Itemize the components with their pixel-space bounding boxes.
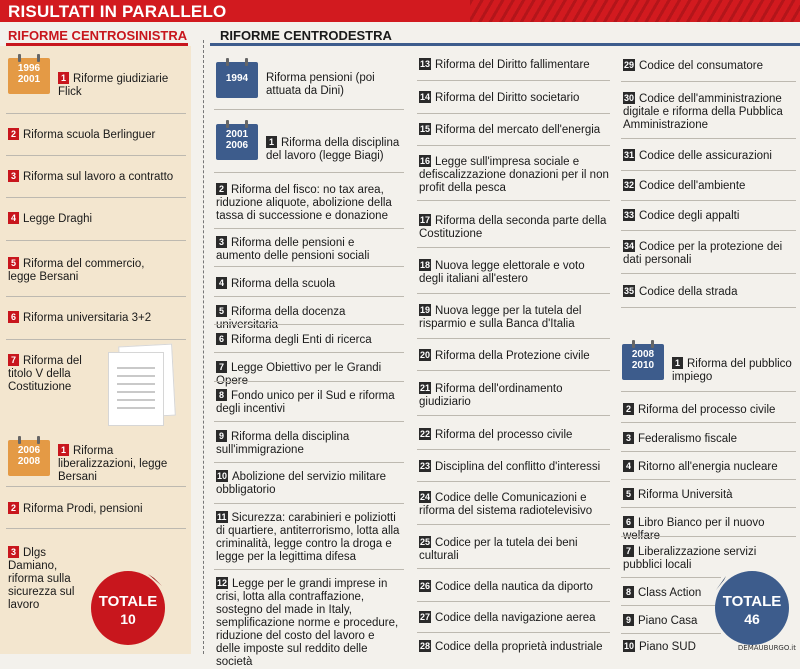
right-item: 18 Nuova legge elettorale e voto degli italiani all'estero — [419, 260, 585, 285]
separator — [417, 200, 610, 201]
separator — [6, 197, 186, 198]
right-item: 14 Riforma del Diritto societario — [420, 92, 580, 104]
right-item: 11 Sicurezza: carabinieri e poliziotti di quartiere, antiterrorismo, lotta alla criminalità, legge contro la droga e legge per la legittima difesa — [216, 512, 400, 563]
separator — [621, 170, 796, 171]
separator — [417, 247, 610, 248]
right-item: 30 Codice dell'amministrazione digitale e riforma della Pubblica Amministrazione — [623, 93, 783, 131]
right-item: 19 Nuova legge per la tutela del risparmio e sulla Banca d'Italia — [419, 305, 582, 330]
right-item: 5 Riforma della docenza universitaria — [216, 306, 346, 331]
separator — [6, 113, 186, 114]
right-item: 10 Piano SUD — [624, 641, 696, 653]
right-item: 23 Disciplina del conflitto d'interessi — [420, 461, 601, 473]
right-item: 31 Codice delle assicurazioni — [624, 150, 772, 162]
separator — [621, 230, 796, 231]
right-item: 9 Piano Casa — [623, 614, 723, 628]
right-item: 16 Legge sull'impresa sociale e defiscalizzazione donazioni per il non profit della pesca — [419, 156, 609, 194]
calendar-icon-2008-2010: 2008 2010 — [622, 344, 664, 380]
separator — [214, 296, 404, 297]
right-item: 25 Codice per la tutela dei beni culturali — [419, 537, 578, 562]
separator — [6, 339, 186, 340]
right-item: 26 Codice della nautica da diporto — [420, 581, 593, 593]
separator — [6, 155, 186, 156]
right-item: 20 Riforma della Protezione civile — [420, 350, 590, 362]
right-item: 2 Riforma del fisco: no tax area, riduzione aliquote, abolizione della tassa di successione e donazione — [216, 184, 392, 222]
separator — [214, 462, 404, 463]
separator — [621, 536, 796, 537]
left-item: 7 Riforma del titolo V della Costituzione — [8, 355, 82, 393]
separator — [621, 391, 796, 392]
right-item: 15 Riforma del mercato dell'energia — [420, 124, 601, 136]
column-divider — [203, 40, 204, 654]
separator — [417, 370, 610, 371]
left-item: 1 Riforma liberalizzazioni, legge Bersani — [58, 445, 168, 483]
total-badge-right — [712, 568, 792, 648]
right-item: 35 Codice della strada — [624, 286, 738, 298]
calendar-icon-1994: 1994 — [216, 62, 258, 98]
separator — [214, 503, 404, 504]
right-item: 1 Riforma della disciplina del lavoro (legge Biagi) — [266, 137, 400, 162]
separator — [621, 451, 796, 452]
right-item: 34 Codice per la protezione dei dati personali — [623, 241, 783, 266]
calendar-icon-2001-2006: 2001 2006 — [216, 124, 258, 160]
separator — [6, 486, 186, 487]
separator — [417, 481, 610, 482]
separator — [621, 200, 796, 201]
right-item: 24 Codice delle Comunicazioni e riforma del sistema radiotelevisivo — [419, 492, 593, 517]
right-item: 29 Codice del consumatore — [624, 60, 764, 72]
document-icon — [108, 352, 164, 426]
title-bar — [0, 0, 800, 22]
left-item: 3 Riforma sul lavoro a contratto — [8, 170, 186, 184]
right-item: 3 Federalismo fiscale — [623, 432, 795, 446]
calendar-icon-2006-2008: 2006 2008 — [8, 440, 50, 476]
right-item: 4 Ritorno all'energia nucleare — [623, 460, 795, 474]
page-title: RISULTATI IN PARALLELO — [8, 2, 227, 21]
separator — [6, 296, 186, 297]
left-item: 4 Legge Draghi — [8, 212, 186, 226]
right-item: 6 Libro Bianco per il nuovo welfare — [623, 517, 765, 542]
separator — [417, 568, 610, 569]
right-item: 7 Legge Obiettivo per le Grandi Opere — [216, 362, 382, 387]
total-value: 46 — [744, 611, 760, 627]
right-item: 2 Riforma del processo civile — [623, 403, 795, 417]
separator — [417, 449, 610, 450]
right-item: 8 Class Action — [623, 586, 723, 600]
left-item: 2 Riforma Prodi, pensioni — [8, 502, 186, 516]
total-label: TOTALE — [722, 593, 782, 610]
right-item: 8 Fondo unico per il Sud e riforma degli incentivi — [216, 390, 395, 415]
right-item: 10 Abolizione del servizio militare obbligatorio — [216, 471, 387, 496]
left-heading: RIFORME CENTROSINISTRA — [8, 28, 188, 43]
title-stripe-decoration — [470, 0, 800, 22]
total-label: TOTALE — [98, 593, 158, 610]
right-item: 21 Riforma dell'ordinamento giudiziario — [419, 383, 563, 408]
right-item: 3 Riforma delle pensioni e aumento delle pensioni sociali — [216, 237, 370, 262]
right-item: 12 Legge per le grandi imprese in crisi, lotta alla contraffazione, sostegno del made in Italy, semplificazione norme e procedure, riduzione del costo del lavoro e delle imposte sul reddito delle società — [216, 578, 399, 668]
right-item: 32 Codice dell'ambiente — [624, 180, 746, 192]
right-heading: RIFORME CENTRODESTRA — [220, 28, 392, 43]
separator — [214, 109, 404, 110]
separator — [214, 266, 404, 267]
separator — [214, 421, 404, 422]
separator — [417, 601, 610, 602]
total-badge-left — [88, 568, 168, 648]
right-item: 5 Riforma Università — [623, 488, 795, 502]
right-heading-underline — [210, 43, 800, 46]
separator — [214, 569, 404, 570]
left-item: 1 Riforme giudiziarie Flick — [58, 73, 169, 98]
separator — [621, 605, 721, 606]
separator — [621, 307, 796, 308]
separator — [621, 81, 796, 82]
total-value: 10 — [120, 611, 136, 627]
separator — [417, 113, 610, 114]
left-item: 6 Riforma universitaria 3+2 — [8, 311, 186, 325]
right-item: 28 Codice della proprietà industriale — [420, 641, 603, 653]
right-item: 13 Riforma del Diritto fallimentare — [420, 59, 590, 71]
separator — [621, 422, 796, 423]
right-item: 27 Codice della navigazione aerea — [420, 612, 596, 624]
separator — [621, 577, 721, 578]
calendar-icon-1996-2001: 1996 2001 — [8, 58, 50, 94]
left-item: 5 Riforma del commercio, legge Bersani — [8, 258, 145, 283]
separator — [6, 528, 186, 529]
right-item: 4 Riforma della scuola — [216, 277, 402, 291]
separator — [621, 633, 721, 634]
right-item: 17 Riforma della seconda parte della Costituzione — [419, 215, 607, 240]
separator — [417, 415, 610, 416]
separator — [214, 352, 404, 353]
right-item: 33 Codice degli appalti — [624, 210, 740, 222]
separator — [417, 632, 610, 633]
separator — [214, 324, 404, 325]
left-item: 3 Dlgs Damiano, riforma sulla sicurezza sul lavoro — [8, 547, 75, 611]
separator — [621, 138, 796, 139]
separator — [417, 338, 610, 339]
right-item: Riforma pensioni (poi attuata da Dini) — [266, 72, 375, 97]
separator — [417, 293, 610, 294]
separator — [214, 381, 404, 382]
right-item: 6 Riforma degli Enti di ricerca — [216, 333, 402, 347]
right-item: 9 Riforma della disciplina sull'immigrazione — [216, 431, 350, 456]
separator — [214, 172, 404, 173]
separator — [417, 145, 610, 146]
separator — [621, 507, 796, 508]
separator — [621, 479, 796, 480]
separator — [214, 228, 404, 229]
right-item: 1 Riforma del pubblico impiego — [672, 358, 792, 383]
right-item: 7 Liberalizzazione servizi pubblici locali — [623, 546, 757, 571]
separator — [621, 273, 796, 274]
credit-text: DEMAUBURGO.it — [737, 644, 796, 652]
left-heading-underline — [6, 43, 188, 46]
left-item: 2 Riforma scuola Berlinguer — [8, 128, 186, 142]
separator — [417, 524, 610, 525]
separator — [6, 240, 186, 241]
right-item: 22 Riforma del processo civile — [420, 429, 573, 441]
separator — [417, 80, 610, 81]
